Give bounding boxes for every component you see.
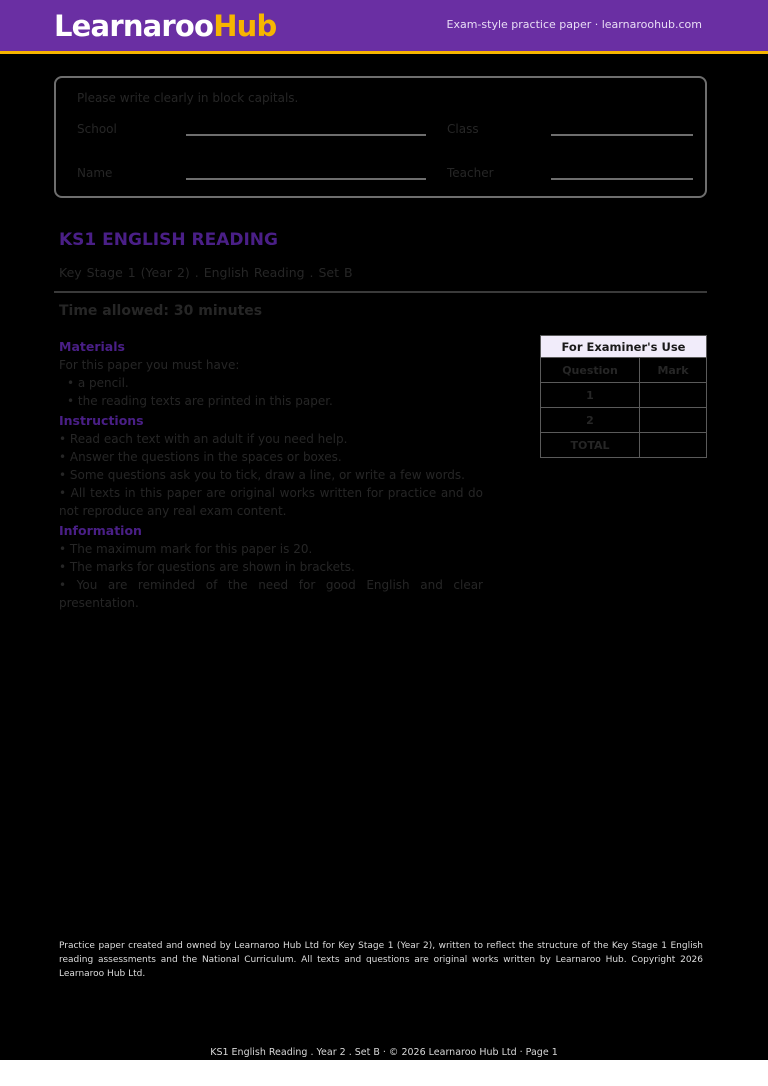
- question-number: 2: [541, 408, 640, 433]
- materials-intro: For this paper you must have:: [59, 358, 240, 372]
- page-bottom-edge: [0, 1060, 768, 1086]
- list-item: • Some questions ask you to tick, draw a line, or write a few words.: [59, 468, 465, 482]
- teacher-label: Teacher: [447, 166, 494, 180]
- time-allowed: Time allowed: 30 minutes: [59, 303, 263, 319]
- materials-heading: Materials: [59, 339, 125, 354]
- logo-text-main: Learnaroo: [54, 9, 214, 43]
- copyright-note: Practice paper created and owned by Learnaroo Hub Ltd for Key Stage 1 (Year 2), written to reflect the structure of the Key Stage 1 English reading assessments and the National Curriculum. All texts and questions are original works written by Learnaroo Hub. Copyright 2026 Learnaroo Hub Ltd.: [59, 941, 703, 979]
- list-item: • the reading texts are printed in this paper.: [67, 394, 333, 408]
- brand-logo: [54, 9, 276, 43]
- header-tagline: Exam-style practice paper · learnaroohub.com: [446, 18, 702, 31]
- information-heading: Information: [59, 523, 142, 538]
- name-field[interactable]: [186, 178, 426, 180]
- list-item: • a pencil.: [67, 376, 129, 390]
- list-item: • All texts in this paper are original works written for practice and do not reproduce any real exam content.: [59, 486, 483, 518]
- candidate-details-box: [54, 76, 707, 198]
- school-field[interactable]: [186, 134, 426, 136]
- table-row: [541, 408, 707, 433]
- teacher-field[interactable]: [551, 178, 693, 180]
- block-capitals-note: Please write clearly in block capitals.: [77, 91, 299, 105]
- page-header: [0, 0, 768, 51]
- total-label: TOTAL: [541, 433, 640, 458]
- question-column-header: Question: [541, 358, 640, 383]
- mark-column-header: Mark: [640, 358, 707, 383]
- school-label: School: [77, 122, 117, 136]
- total-mark-cell[interactable]: [640, 433, 707, 458]
- class-label: Class: [447, 122, 479, 136]
- section-divider: [54, 291, 707, 293]
- name-label: Name: [77, 166, 113, 180]
- question-number: 1: [541, 383, 640, 408]
- header-accent-rule: [0, 51, 768, 54]
- list-item: • Answer the questions in the spaces or boxes.: [59, 450, 342, 464]
- list-item: • Read each text with an adult if you need help.: [59, 432, 348, 446]
- class-field[interactable]: [551, 134, 693, 136]
- paper-subtitle: Key Stage 1 (Year 2) . English Reading . Set B: [59, 265, 353, 280]
- table-row: [541, 433, 707, 458]
- instructions-heading: Instructions: [59, 413, 144, 428]
- examiner-use-table: [540, 335, 707, 458]
- front-page-instructions: [59, 338, 483, 612]
- page-footer: KS1 English Reading . Year 2 . Set B · © 2026 Learnaroo Hub Ltd · Page 1: [210, 1047, 558, 1058]
- logo-text-accent: Hub: [213, 9, 277, 43]
- list-item: • The marks for questions are shown in brackets.: [59, 560, 355, 574]
- table-row: [541, 383, 707, 408]
- list-item: • You are reminded of the need for good English and clear presentation.: [59, 578, 483, 610]
- examiner-table-title: For Examiner's Use: [541, 336, 707, 358]
- mark-cell[interactable]: [640, 408, 707, 433]
- mark-cell[interactable]: [640, 383, 707, 408]
- list-item: • The maximum mark for this paper is 20.: [59, 542, 313, 556]
- paper-title: KS1 ENGLISH READING: [59, 230, 278, 250]
